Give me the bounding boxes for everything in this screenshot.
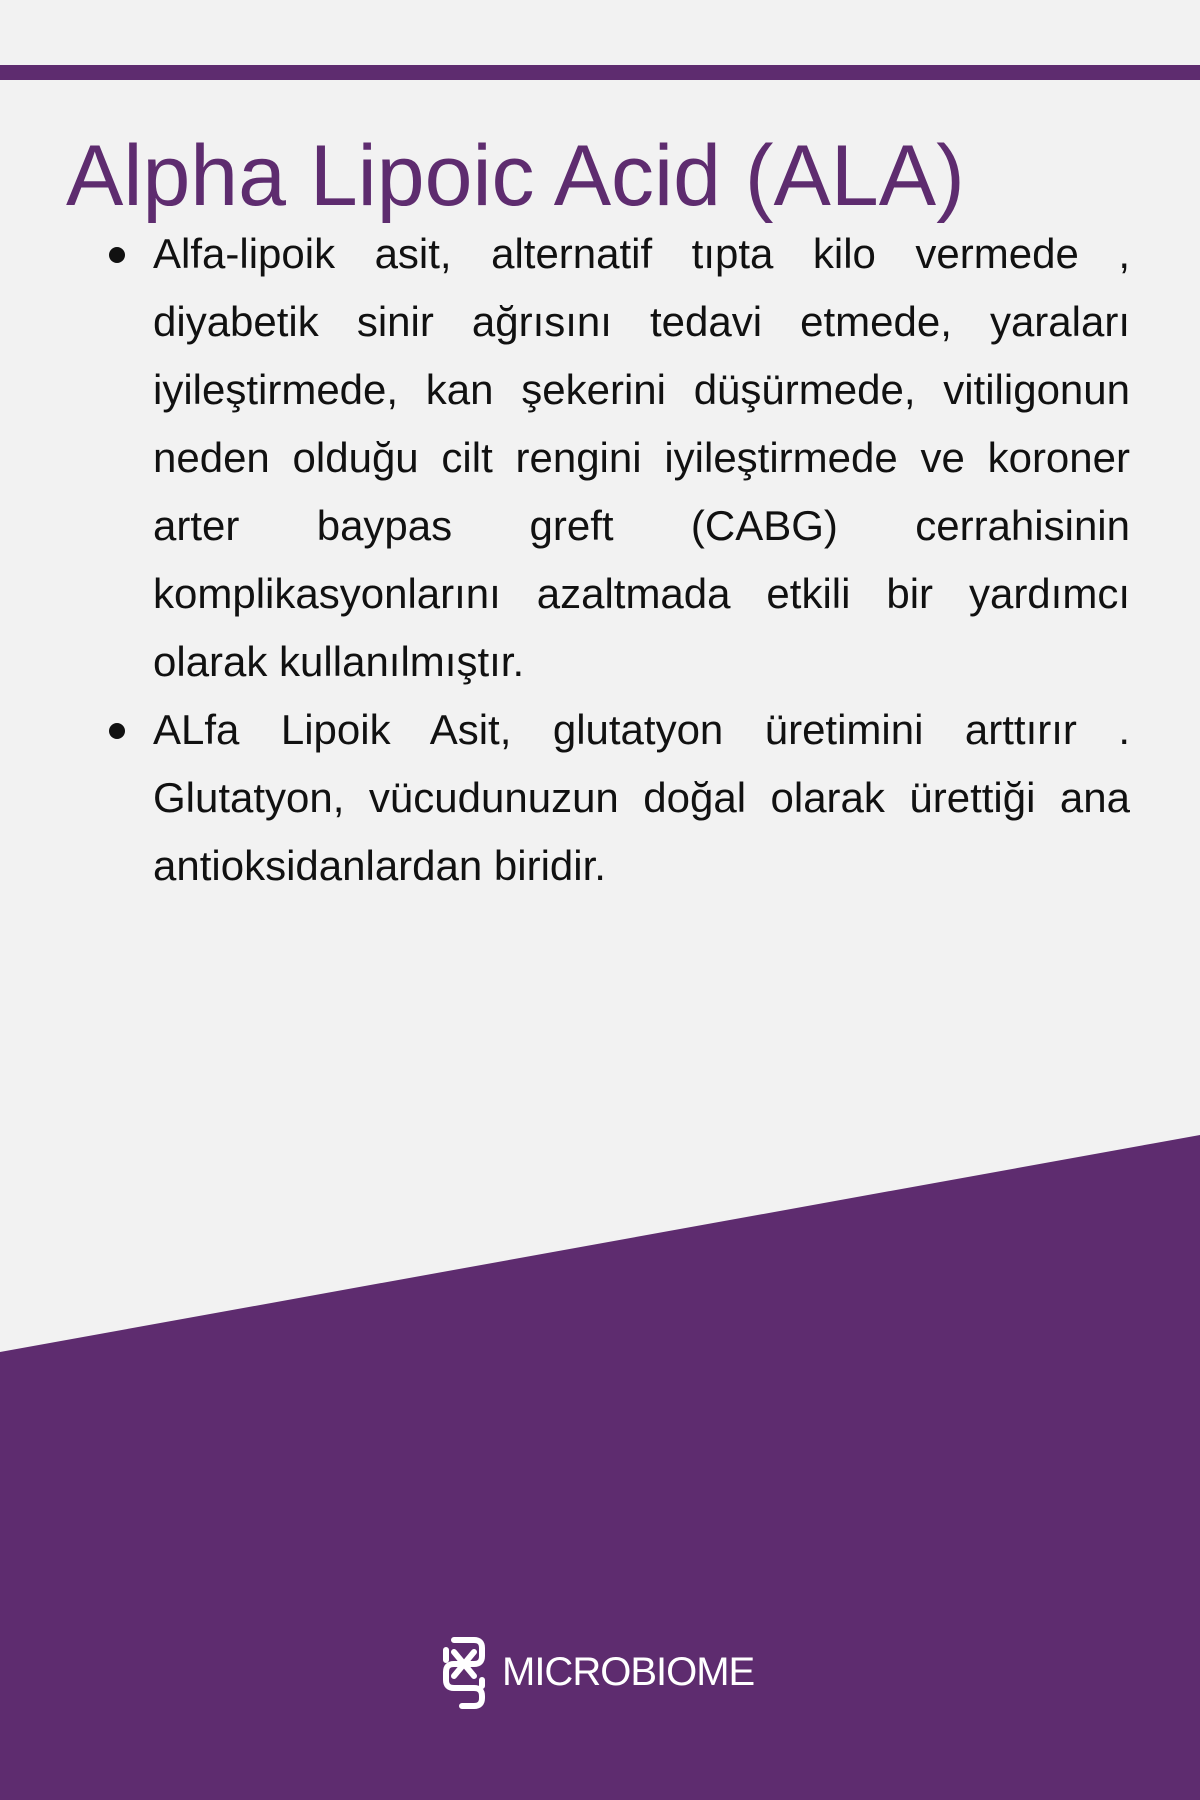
page-title: Alpha Lipoic Acid (ALA) <box>66 128 965 224</box>
bullet-text: ALfa Lipoik Asit, glutatyon üretimini arttırır . Glutatyon, vücudunuzun doğal olarak ürettiği ana antioksidanlardan biridir. <box>153 706 1130 889</box>
brand-name: MICROBIOME <box>502 1649 755 1694</box>
brand-logo <box>432 1632 754 1712</box>
dna-helix-icon <box>432 1634 496 1710</box>
bullet-text: Alfa-lipoik asit, alternatif tıpta kilo vermede , diyabetik sinir ağrısını tedavi etmede, yaraları iyileştirmede, kan şekerini düşürmede, vitiligonun neden olduğu cilt rengini iyileştirmede ve koroner arter baypas greft (CABG) cerrahisinin komplikasyonlarını azaltmada etkili bir yardımcı olarak kullanılmıştır. <box>153 230 1130 685</box>
